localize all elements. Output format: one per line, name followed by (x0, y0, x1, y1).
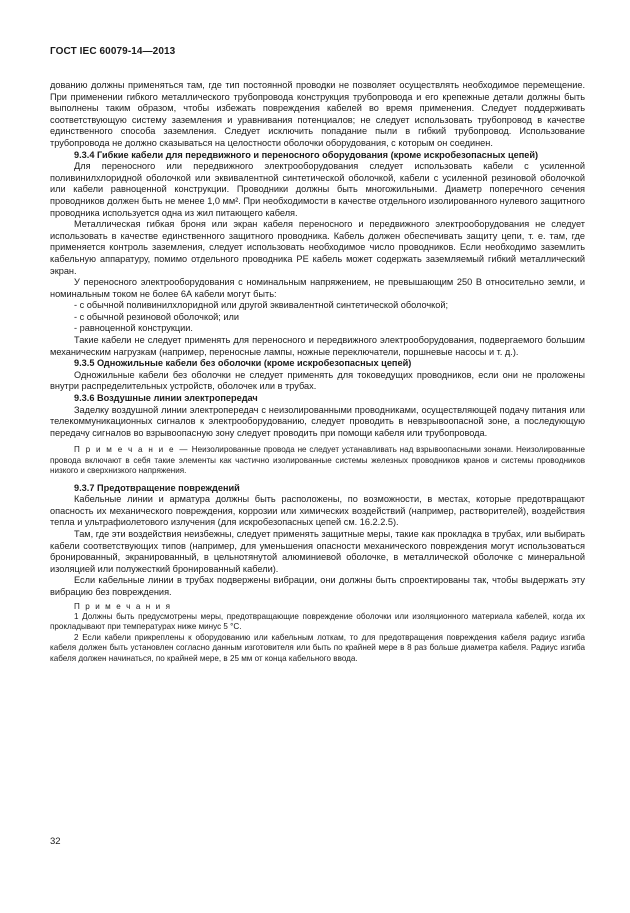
standard-header: ГОСТ IEC 60079-14—2013 (50, 46, 176, 57)
section-heading-9-3-4: 9.3.4 Гибкие кабели для передвижного и переносного оборудования (кроме искробезопасных цепей) (74, 149, 539, 160)
list-item: - с обычной поливинилхлоридной или другой эквивалентной синтетической оболочкой; (74, 300, 449, 311)
page-number: 32 (50, 836, 61, 847)
paragraph-9-3-4-3: У переносного электрооборудования с номинальным напряжением, не превышающим 250 В относительно земли, и номинальным током не более 6А кабели могут быть: (50, 277, 585, 299)
section-heading-9-3-5: 9.3.5 Одножильные кабели без оболочки (кроме искробезопасных цепей) (74, 358, 412, 369)
paragraph-9-3-5: Одножильные кабели без оболочки не следует применять для токоведущих проводников, если они не проложены внутри распределительных устройств, оболочек или в трубах. (50, 369, 585, 392)
note-2: 2 Если кабели прикреплены к оборудованию или кабельным лоткам, то для предотвращения повреждения кабеля радиус изгиба кабеля должен быть установлен согласно данным изготовителя или быть по крайней мере в 8 раз больше диаметра кабеля. Радиус изгиба кабеля должен начинаться, по крайней мере, в 25 мм от конца кабельного ввода. (50, 632, 585, 663)
note-text: Неизолированные провода не следует устанавливать над взрывоопасными зонами. Неизолированные провода включают в себя такие элементы как частично изолированные системы железных проводников кранов и системы проводников низкого и сверхнизкого напряжения. (50, 445, 585, 476)
note-label: П р и м е ч а н и е — (74, 445, 189, 455)
note-9-3-6 (50, 445, 585, 476)
list-item: - равноценной конструкции. (74, 323, 193, 334)
section-heading-9-3-7: 9.3.7 Предотвращение повреждений (74, 482, 240, 493)
paragraph-continuation: дованию должны применяться там, где тип постоянной проводки не позволяет осуществлять необходимое перемещение. При применении гибкого металлического трубопровода конструкция трубопровода и его крепежные детали должны быть выполнены таким образом, чтобы избежать повреждения кабелей во время применения. Следует поддерживать соответствующую систему заземления и уравнивания потенциалов; не следует использовать трубопровод в качестве единственного способа заземления. Следует исключить попадание пыли в гибкий трубопровод. Использование трубопровода не должно сказываться на целостности оболочки оборудования, с которым он соединен. (50, 80, 585, 148)
note-1: 1 Должны быть предусмотрены меры, предотвращающие повреждение оболочки или изоляционного материала кабелей, когда их прокладывают при температурах ниже минус 5 °С. (50, 611, 585, 632)
paragraph-9-3-6: Заделку воздушной линии электропередач с неизолированными проводниками, осуществляющей подачу питания или телекоммуникационных сигналов к электрооборудованию, следует проводить в невзрывоопасной зоне, а последующую передачу сигналов во взрывоопасную зону следует проводить при помощи кабеля или трубопровода. (50, 404, 585, 438)
paragraph-9-3-4-4: Такие кабели не следует применять для переносного и передвижного электрооборудования, подвергаемого большим механическим нагрузкам (например, переносные лампы, ножные переключатели, поршневые насосы и т. д.). (50, 335, 585, 357)
paragraph-9-3-7-1: Кабельные линии и арматура должны быть расположены, по возможности, в местах, которые предотвращают опасность их механического повреждения, коррозии или химических воздействий (например, растворителей), воздействия тепла и ультрафиолетового излучения (для искробезопасных цепей см. 16.2.2.5). (50, 494, 585, 528)
document-page (50, 46, 585, 896)
list-item: - с обычной резиновой оболочкой; или (74, 311, 240, 322)
paragraph-9-3-7-3: Если кабельные линии в трубах подвержены вибрации, они должны быть спроектированы так, чтобы выдержать эту вибрацию без повреждения. (50, 575, 585, 597)
section-heading-9-3-6: 9.3.6 Воздушные линии электропередач (74, 393, 258, 404)
paragraph-9-3-4-1: Для переносного или передвижного электрооборудования следует использовать кабели с усиленной поливинилхлоридной оболочкой или эквивалентной синтетической оболочкой, кабели с усиленной резиновой оболочкой или кабели равноценной конструкции. Проводники должны быть многожильными. Диаметр поперечного сечения проводников должен быть не менее 1,0 мм². При необходимости в качестве отдельного изолированного нулевого защитного проводника используется одна из жил питающего кабеля. (50, 161, 585, 218)
paragraph-9-3-4-2: Металлическая гибкая броня или экран кабеля переносного и передвижного электрооборудования не следует использовать в качестве единственного защитного проводника. Кабель должен обеспечивать защиту цепи, т. е. там, где применяется контроль заземления, следует использовать необходимое число проводников. Если необходимо заземлить кабельную аппаратуру, помимо отдельного проводника PE кабель может содержать заземляемый гибкий металлический экран. (50, 219, 585, 276)
paragraph-9-3-7-2: Там, где эти воздействия неизбежны, следует применять защитные меры, такие как прокладка в трубах, или выбирать кабели соответствующих типов (например, для уменьшения опасности механического повреждения могут использоваться бронированный, экранированный, в цельнотянутой алюминиевой оболочке, в металлической оболочке с минеральной изоляцией или полужесткий бронированный кабели). (50, 529, 585, 574)
notes-title: П р и м е ч а н и я (74, 601, 172, 611)
